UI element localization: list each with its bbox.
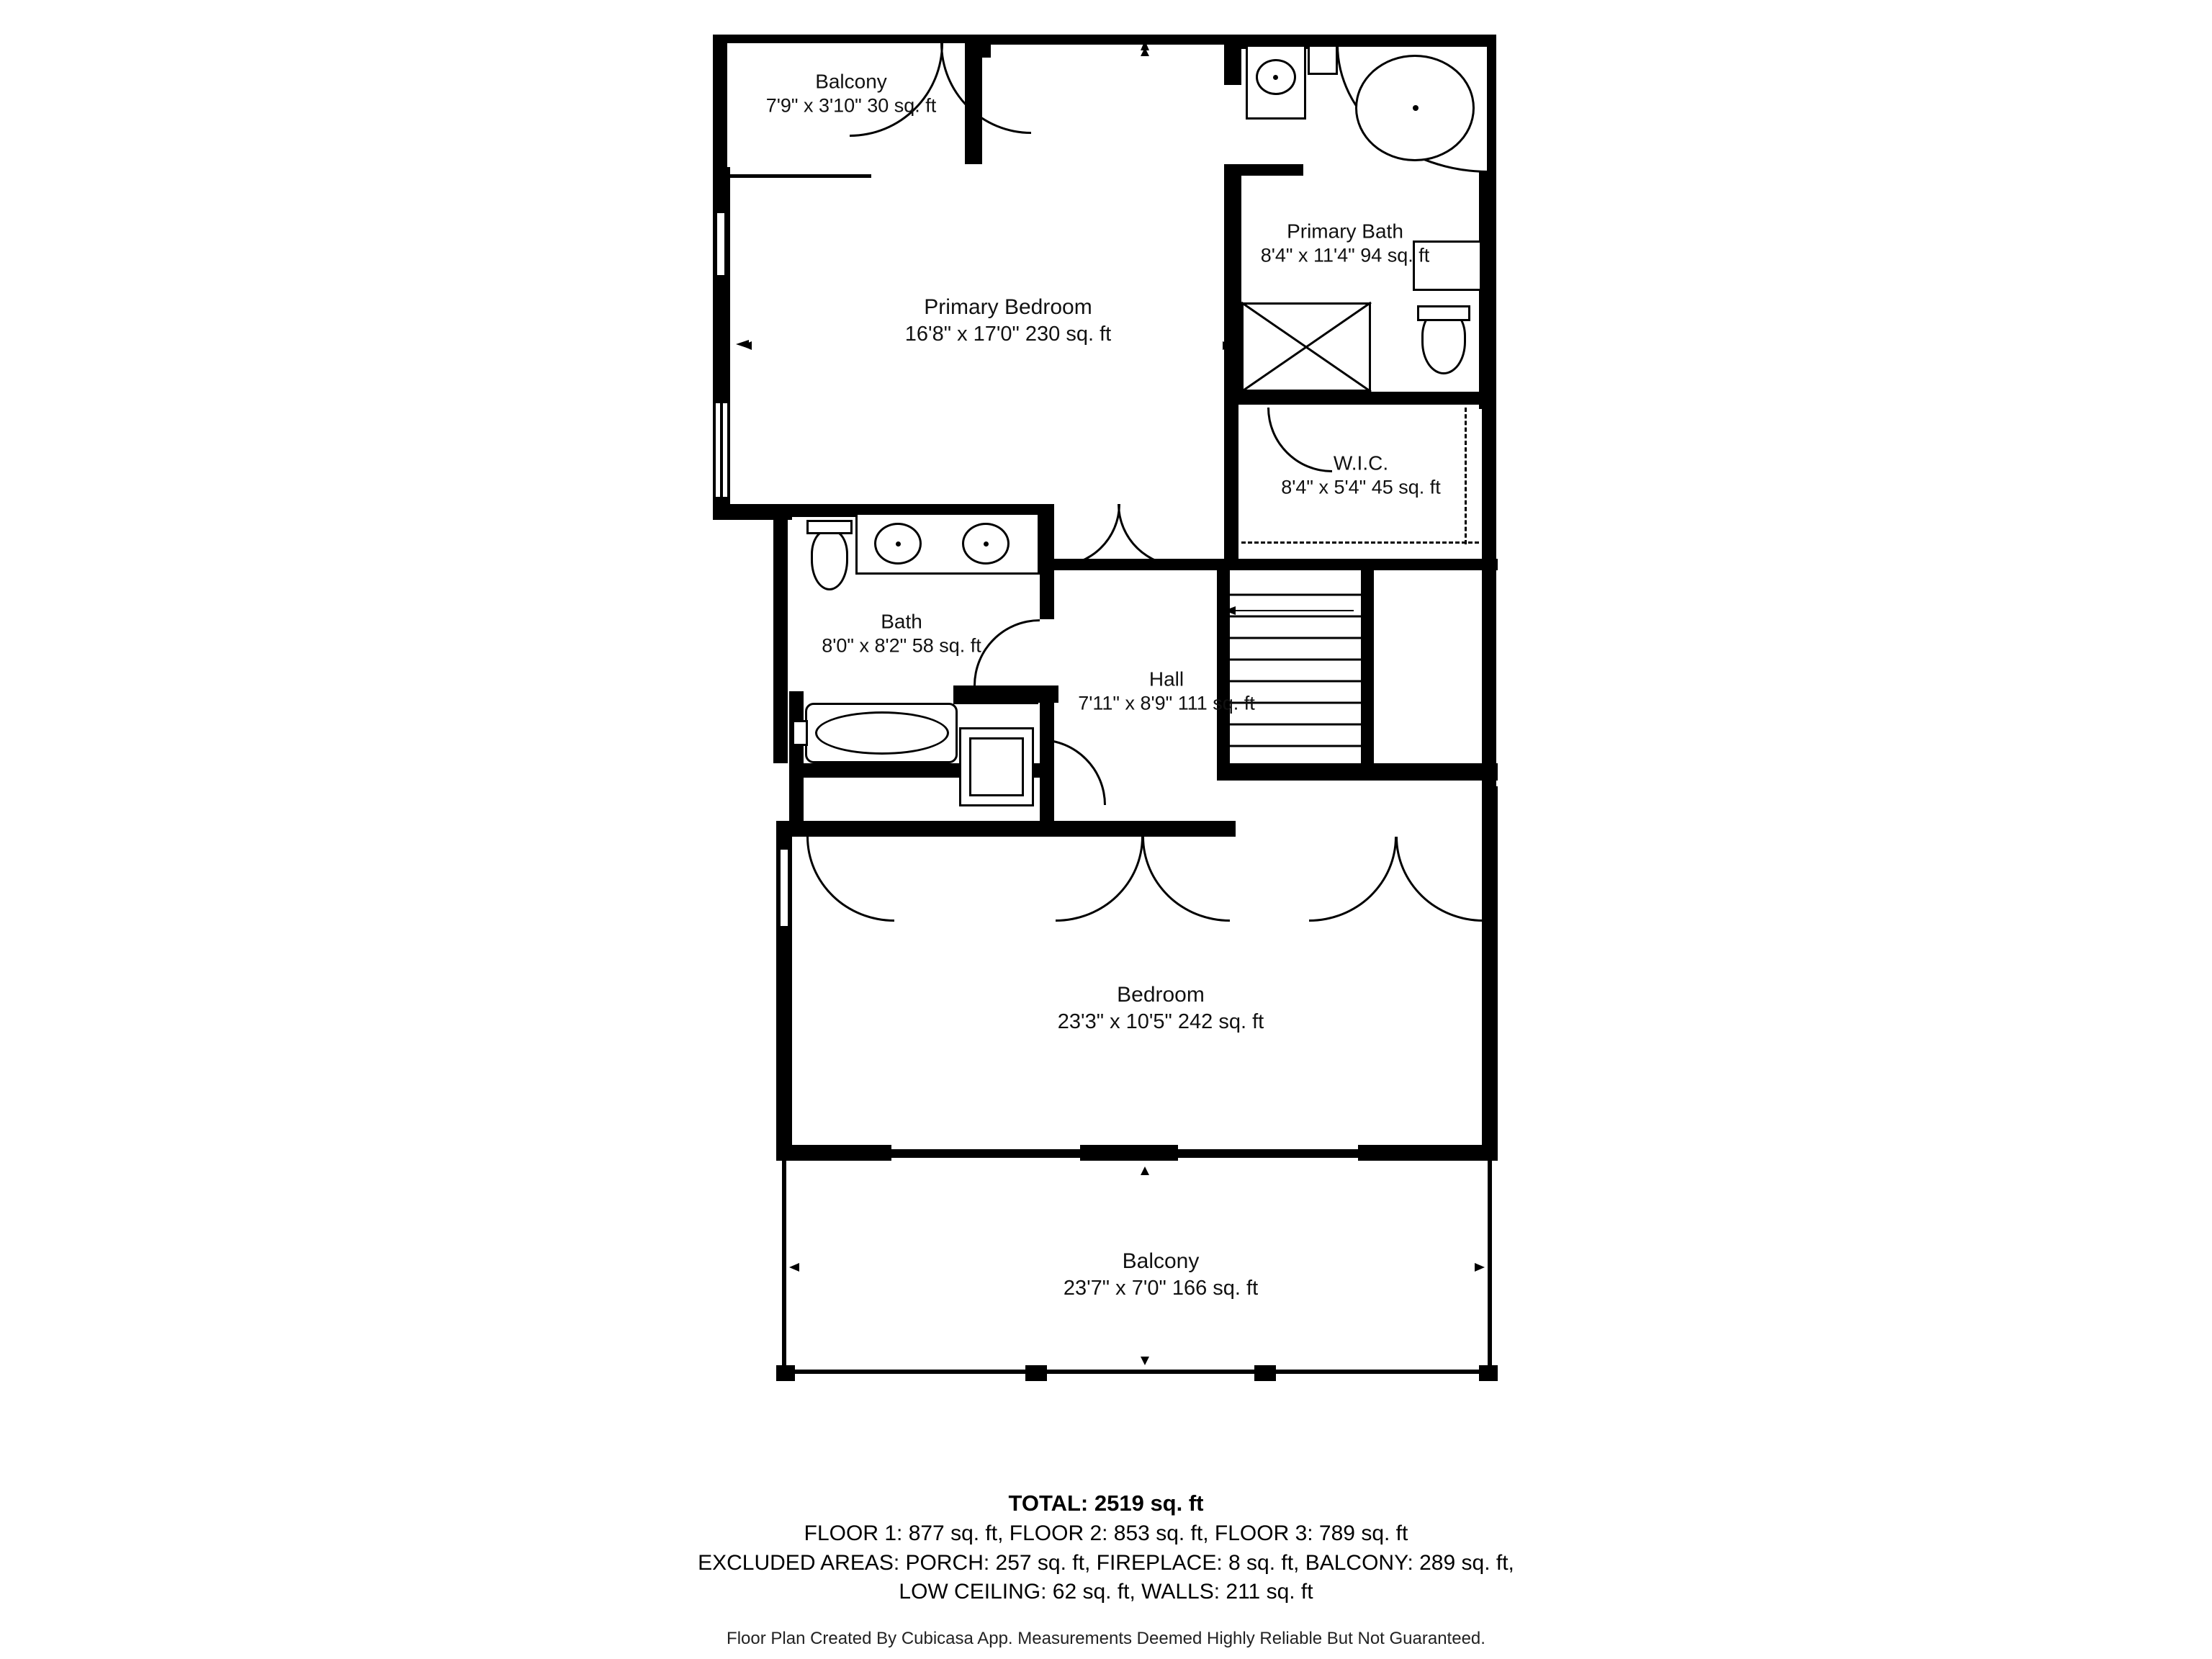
room-name: Balcony bbox=[815, 70, 887, 93]
toilet-tank-bath bbox=[806, 520, 853, 534]
window-line-primary-bedroom-left bbox=[720, 403, 723, 497]
tub-faucet-bath bbox=[792, 720, 808, 746]
room-label-wic bbox=[1281, 451, 1441, 500]
room-label-primary-bath bbox=[1261, 219, 1430, 269]
room-name: Bath bbox=[881, 610, 922, 633]
excluded-areas-line-1: EXCLUDED AREAS: PORCH: 257 sq. ft, FIREPLACE: 8 sq. ft, BALCONY: 289 sq. ft, bbox=[698, 1550, 1514, 1575]
room-name: W.I.C. bbox=[1333, 451, 1389, 475]
wall-balcony-top-left-edge bbox=[713, 35, 727, 179]
wall-balcony-top-top-edge bbox=[713, 35, 979, 43]
room-dims: 7'11" x 8'9" 111 sq. ft bbox=[1078, 692, 1255, 714]
room-label-bath bbox=[822, 609, 981, 659]
room-dims: 23'3" x 10'5" 242 sq. ft bbox=[1057, 1010, 1264, 1033]
tub-ledge-primary-bath bbox=[1308, 45, 1338, 75]
room-name: Bedroom bbox=[1117, 983, 1205, 1007]
wall-wic-right bbox=[1482, 405, 1496, 570]
room-label-balcony-bottom bbox=[1064, 1248, 1258, 1301]
wall-north-right-corner bbox=[1224, 35, 1241, 85]
sink-drain-bath-right bbox=[984, 541, 989, 547]
total-area: TOTAL: 2519 sq. ft bbox=[1008, 1491, 1204, 1516]
wall-bedroom-bottom-mid-a bbox=[891, 1149, 1086, 1158]
room-name: Hall bbox=[1148, 667, 1184, 691]
room-dims: 8'4" x 11'4" 94 sq. ft bbox=[1260, 244, 1430, 266]
wall-primary-bedroom-bottom bbox=[713, 504, 792, 520]
wall-hall-top bbox=[1051, 559, 1498, 570]
sink-drain-primary-bath bbox=[1273, 75, 1278, 80]
wall-bedroom-bottom-mid-b bbox=[1178, 1149, 1358, 1158]
room-dims: 8'4" x 5'4" 45 sq. ft bbox=[1281, 476, 1441, 498]
wall-primary-bath-left-upper bbox=[1224, 164, 1303, 176]
floor-breakdown: FLOOR 1: 877 sq. ft, FLOOR 2: 853 sq. ft, FLOOR 3: 789 sq. ft bbox=[804, 1521, 1408, 1545]
room-name: Balcony bbox=[1122, 1249, 1200, 1274]
door-arc-hall-closet bbox=[1040, 739, 1106, 805]
room-label-hall bbox=[1078, 667, 1255, 716]
toilet-bath bbox=[811, 530, 848, 590]
wall-hall-bottom-right bbox=[1217, 763, 1498, 781]
wic-shelf-dashed-bottom bbox=[1241, 541, 1479, 544]
tub-basin-bath bbox=[815, 711, 949, 755]
closet-hall-inner bbox=[969, 737, 1024, 796]
wall-balcony-bottom-post-1 bbox=[1025, 1365, 1047, 1381]
wall-hall-stair-right bbox=[1361, 570, 1374, 772]
wall-balcony-bottom-post-2 bbox=[1254, 1365, 1276, 1381]
door-arc-primary-bedroom-hall-left bbox=[1056, 504, 1120, 567]
credit-line: Floor Plan Created By Cubicasa App. Measurements Deemed Highly Reliable But Not Guaranteed. bbox=[727, 1628, 1485, 1648]
line-balcony-bottom-edge bbox=[789, 1370, 1485, 1374]
wall-closet-hall-top bbox=[953, 685, 1038, 704]
room-label-bedroom bbox=[1058, 981, 1264, 1035]
wall-primary-bath-bottom bbox=[1224, 392, 1496, 405]
wic-shelf-dashed-right bbox=[1465, 408, 1467, 544]
sink-drain-bath-left bbox=[896, 541, 901, 547]
door-arc-primary-bedroom-hall-right bbox=[1118, 504, 1182, 567]
tub-drain-primary-bath bbox=[1413, 105, 1419, 111]
wall-east-hall bbox=[1482, 570, 1496, 786]
wall-bath-left-upper bbox=[773, 504, 788, 763]
room-dims: 7'9" x 3'10" 30 sq. ft bbox=[765, 94, 937, 117]
room-name: Primary Bedroom bbox=[924, 295, 1092, 320]
line-balcony-bottom-left bbox=[782, 1161, 786, 1374]
room-dims: 8'0" x 8'2" 58 sq. ft bbox=[822, 634, 981, 657]
excluded-areas-line-2: LOW CEILING: 62 sq. ft, WALLS: 211 sq. ft bbox=[899, 1580, 1313, 1604]
room-dims: 23'7" x 7'0" 166 sq. ft bbox=[1063, 1276, 1259, 1300]
line-balcony-top-bottom bbox=[727, 174, 871, 178]
toilet-tank-primary-bath bbox=[1417, 305, 1470, 321]
wall-bedroom-bottom-mid-block bbox=[1080, 1145, 1178, 1161]
room-dims: 16'8" x 17'0" 230 sq. ft bbox=[904, 322, 1112, 346]
room-name: Primary Bath bbox=[1287, 220, 1403, 243]
wall-primary-bath-left bbox=[1224, 173, 1241, 403]
shower-primary-bath bbox=[1241, 302, 1371, 392]
room-label-balcony-top bbox=[766, 69, 937, 119]
window-bedroom-left bbox=[779, 848, 789, 927]
wall-wic-left bbox=[1224, 405, 1238, 570]
line-balcony-bottom-right bbox=[1488, 1161, 1492, 1374]
footer-summary bbox=[0, 1491, 2212, 1649]
wall-hall-bottom-left bbox=[789, 821, 1236, 837]
wall-bedroom-bottom-right bbox=[1358, 1145, 1498, 1161]
wall-bedroom-bottom-left bbox=[776, 1145, 891, 1161]
room-label-primary-bedroom bbox=[905, 294, 1111, 347]
wall-bedroom-right bbox=[1482, 786, 1498, 1159]
window-primary-bedroom-west bbox=[716, 212, 726, 276]
door-arc-bath-entry bbox=[974, 619, 1040, 685]
wall-hall-left-mid bbox=[1040, 504, 1054, 569]
